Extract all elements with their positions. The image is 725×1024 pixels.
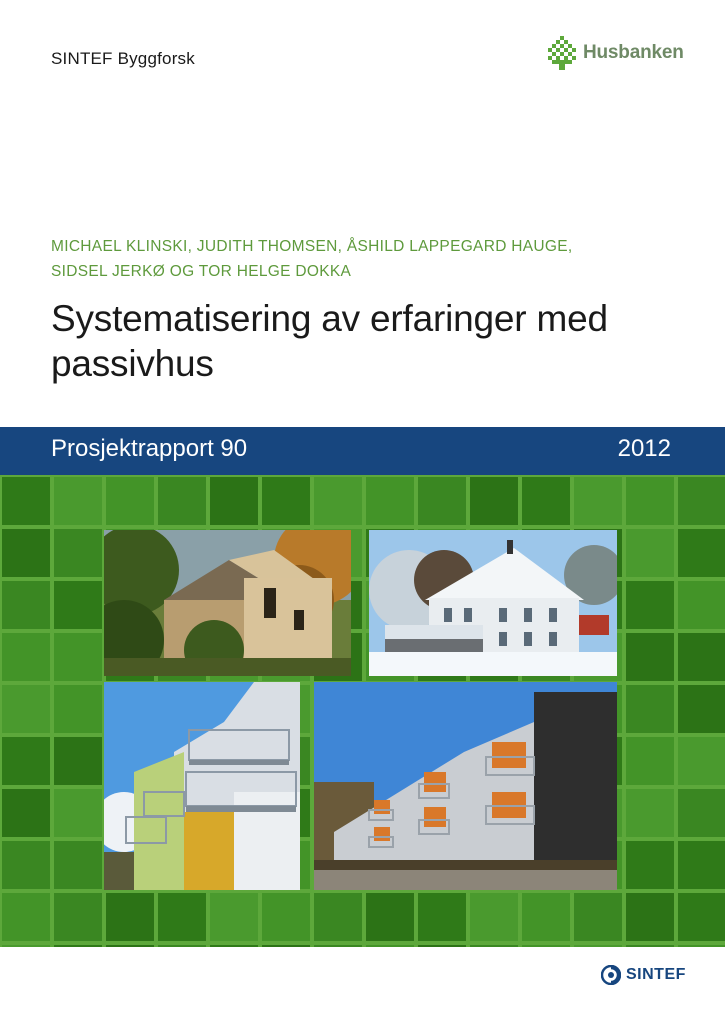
- grid-tile: [106, 477, 154, 525]
- grid-tile: [54, 841, 102, 889]
- report-series-bar: [0, 427, 725, 475]
- snow-house-photo: [369, 530, 617, 676]
- sintef-wordmark: SINTEF: [626, 966, 686, 983]
- author-line: SIDSEL JERKØ OG TOR HELGE DOKKA: [51, 263, 352, 280]
- grid-tile: [314, 477, 362, 525]
- grid-tile: [522, 893, 570, 941]
- grid-tile: [54, 685, 102, 733]
- grid-tile: [366, 893, 414, 941]
- grid-tile: [2, 581, 50, 629]
- grid-tile: [262, 893, 310, 941]
- grid-tile: [678, 529, 725, 577]
- grid-tile: [678, 477, 725, 525]
- grid-tile: [626, 789, 674, 837]
- grid-tile: [678, 893, 725, 941]
- grid-tile: [574, 477, 622, 525]
- grid-tile: [210, 893, 258, 941]
- report-title: [51, 296, 691, 386]
- grid-tile: [678, 789, 725, 837]
- sintef-logo: [601, 965, 686, 985]
- grid-tile: [158, 477, 206, 525]
- author-line: MICHAEL KLINSKI, JUDITH THOMSEN, ÅSHILD LAPPEGARD HAUGE,: [51, 238, 573, 255]
- grid-tile: [2, 477, 50, 525]
- grid-tile: [522, 945, 570, 947]
- grid-tile: [54, 893, 102, 941]
- grid-tile: [470, 893, 518, 941]
- grid-tile: [470, 477, 518, 525]
- grid-tile: [2, 893, 50, 941]
- grid-tile: [626, 685, 674, 733]
- grid-tile: [418, 893, 466, 941]
- grid-tile: [678, 581, 725, 629]
- grid-tile: [2, 633, 50, 681]
- grid-tile: [626, 581, 674, 629]
- grid-tile: [522, 477, 570, 525]
- grid-tile: [54, 633, 102, 681]
- grid-tile: [418, 945, 466, 947]
- grid-tile: [574, 945, 622, 947]
- photo-grid: [0, 475, 725, 947]
- sintef-emblem-icon: [601, 965, 621, 985]
- title-line: Systematisering av erfaringer med: [51, 298, 608, 339]
- balcony-building-photo: [104, 682, 300, 890]
- grid-tile: [314, 945, 362, 947]
- grid-tile: [2, 841, 50, 889]
- grid-tile: [470, 945, 518, 947]
- tree-icon: [547, 36, 577, 70]
- report-series-label: Prosjektrapport 90: [51, 435, 248, 462]
- grid-tile: [678, 841, 725, 889]
- grid-tile: [262, 477, 310, 525]
- grid-tile: [210, 945, 258, 947]
- grid-tile: [678, 685, 725, 733]
- author-list: [51, 234, 691, 284]
- grid-tile: [158, 945, 206, 947]
- grid-tile: [54, 529, 102, 577]
- grid-tile: [678, 945, 725, 947]
- grid-tile: [2, 945, 50, 947]
- grid-tile: [626, 893, 674, 941]
- grid-tile: [626, 529, 674, 577]
- grid-tile: [106, 893, 154, 941]
- grid-tile: [106, 945, 154, 947]
- husbanken-wordmark: Husbanken: [583, 42, 684, 63]
- grid-tile: [210, 477, 258, 525]
- grid-tile: [314, 893, 362, 941]
- grid-tile: [54, 789, 102, 837]
- grid-tile: [574, 893, 622, 941]
- grid-tile: [626, 841, 674, 889]
- grid-tile: [262, 945, 310, 947]
- grid-tile: [2, 685, 50, 733]
- grid-tile: [2, 529, 50, 577]
- grid-tile: [2, 789, 50, 837]
- grid-tile: [366, 477, 414, 525]
- grid-tile: [158, 893, 206, 941]
- grid-tile: [626, 737, 674, 785]
- grid-tile: [418, 477, 466, 525]
- husbanken-logo: [547, 36, 684, 70]
- grid-tile: [626, 477, 674, 525]
- grid-tile: [54, 945, 102, 947]
- grid-tile: [626, 945, 674, 947]
- grid-tile: [54, 737, 102, 785]
- report-year: 2012: [617, 435, 671, 462]
- grid-tile: [678, 633, 725, 681]
- grid-tile: [366, 945, 414, 947]
- grid-tile: [54, 581, 102, 629]
- publisher-name: SINTEF Byggforsk: [51, 49, 195, 68]
- grid-tile: [54, 477, 102, 525]
- wooden-house-photo: [104, 530, 351, 676]
- grid-tile: [2, 737, 50, 785]
- title-line: passivhus: [51, 343, 214, 384]
- grid-tile: [626, 633, 674, 681]
- apartment-block-photo: [314, 682, 617, 890]
- grid-tile: [678, 737, 725, 785]
